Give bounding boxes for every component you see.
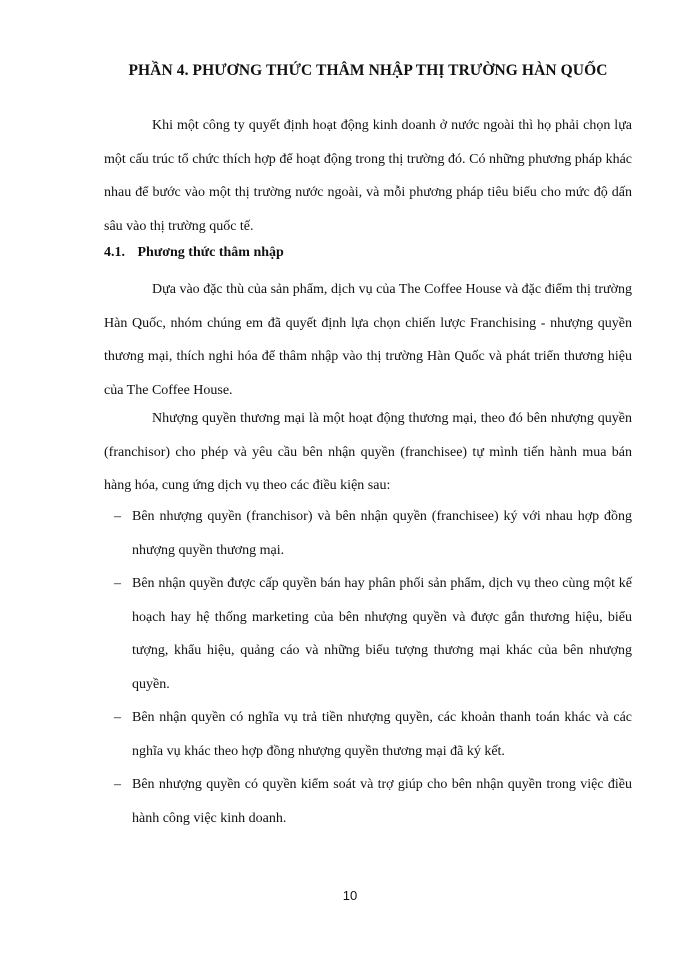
intro-paragraph-block — [104, 109, 632, 243]
conditions-list — [104, 500, 632, 835]
paragraph-block-1 — [104, 273, 632, 407]
paragraph-block-2 — [104, 402, 632, 503]
dash-bullet-icon: – — [114, 509, 121, 524]
list-item — [104, 567, 632, 701]
body-paragraph: Nhượng quyền thương mại là một hoạt động thương mại, theo đó bên nhượng quyền (franchisor) cho phép và yêu cầu bên nhận quyền (franchisee) tự mình tiến hành mua bán hàng hóa, cung ứng dịch vụ theo các điều kiện sau: — [104, 411, 632, 493]
list-item-text: Bên nhận quyền được cấp quyền bán hay phân phối sản phẩm, dịch vụ theo cùng một kế hoạch hay hệ thống marketing của bên nhượng quyền và được gắn thương hiệu, biểu tượng, khẩu hiệu, quảng cáo và những biểu tượng thương mại khác của bên nhượng quyền. — [132, 576, 632, 692]
list-item-text: Bên nhượng quyền (franchisor) và bên nhận quyền (franchisee) ký với nhau hợp đồng nhượng quyền thương mại. — [132, 509, 632, 558]
list-item-text: Bên nhượng quyền có quyền kiểm soát và trợ giúp cho bên nhận quyền trong việc điều hành công việc kinh doanh. — [132, 777, 632, 826]
dash-bullet-icon: – — [114, 576, 121, 591]
page-number: 10 — [342, 888, 358, 903]
dash-bullet-icon: – — [114, 710, 121, 725]
section-number: 4.1. — [104, 245, 125, 260]
body-paragraph: Dựa vào đặc thù của sản phẩm, dịch vụ của The Coffee House và đặc điểm thị trường Hàn Quốc, nhóm chúng em đã quyết định lựa chọn chiến lược Franchising - nhượng quyền thương mại, thích nghi hóa để thâm nhập vào thị trường Hàn Quốc và phát triển thương hiệu của The Coffee House. — [104, 282, 632, 398]
section-heading-text: Phương thức thâm nhập — [137, 245, 284, 260]
list-item — [104, 768, 632, 835]
page-title: PHẦN 4. PHƯƠNG THỨC THÂM NHẬP THỊ TRƯỜNG HÀN QUỐC — [128, 62, 608, 79]
list-item — [104, 500, 632, 567]
section-heading — [104, 243, 284, 263]
intro-paragraph: Khi một công ty quyết định hoạt động kinh doanh ở nước ngoài thì họ phải chọn lựa một cấu trúc tổ chức thích hợp để hoạt động trong thị trường đó. Có những phương pháp khác nhau để bước vào một thị trường nước ngoài, và mỗi phương pháp tiêu biểu cho mức độ dấn sâu vào thị trường quốc tế. — [104, 118, 632, 234]
list-item — [104, 701, 632, 768]
dash-bullet-icon: – — [114, 777, 121, 792]
list-item-text: Bên nhận quyền có nghĩa vụ trả tiền nhượng quyền, các khoản thanh toán khác và các nghĩa vụ khác theo hợp đồng nhượng quyền thương mại đã ký kết. — [132, 710, 632, 759]
